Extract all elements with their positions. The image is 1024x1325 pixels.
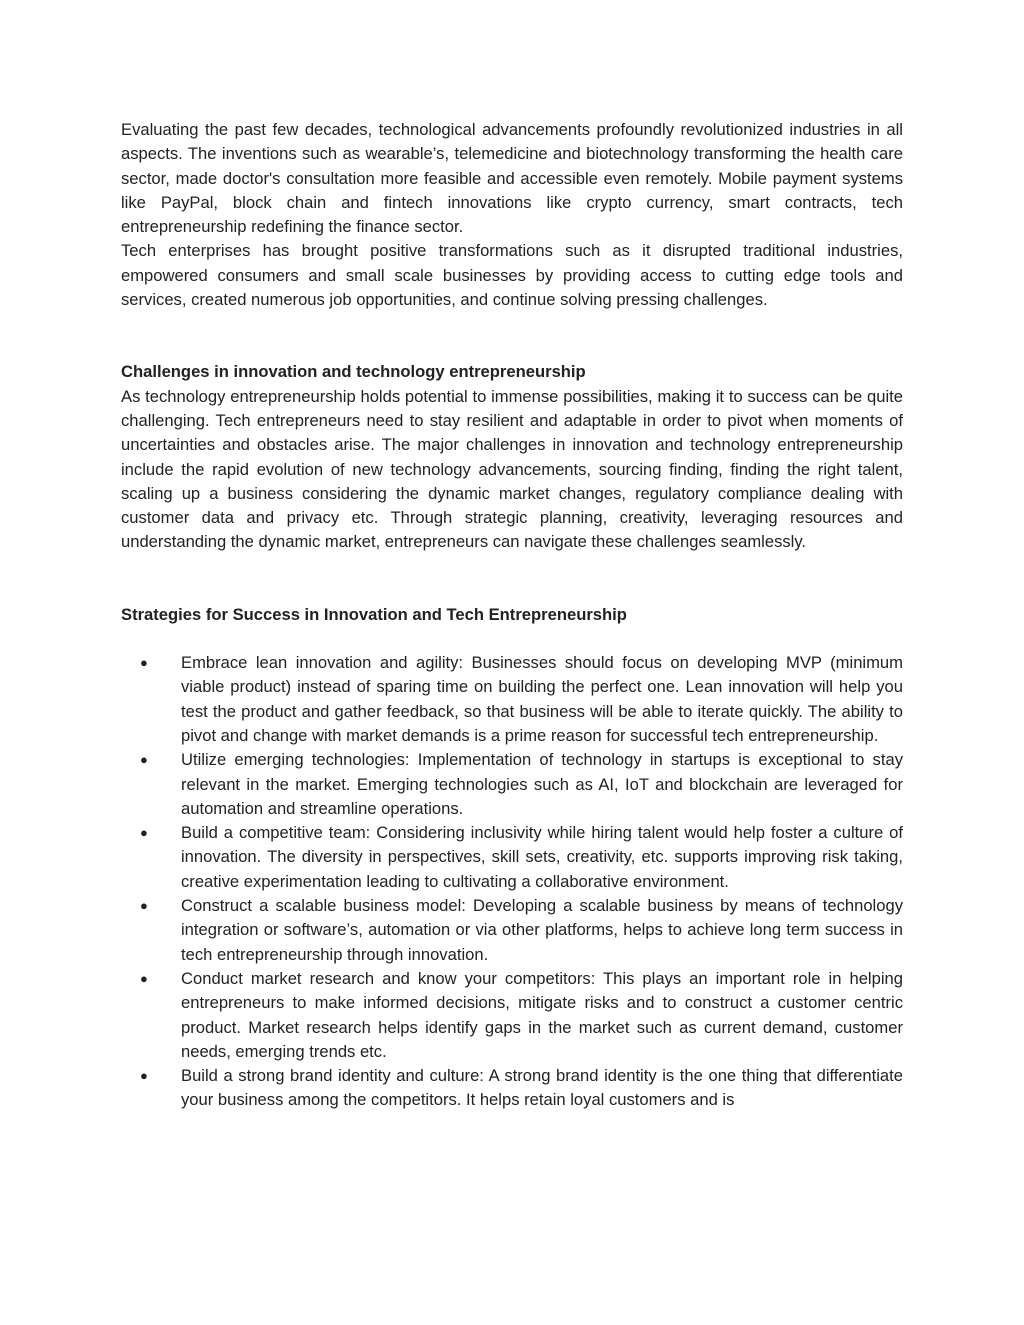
bullet-icon: ● — [140, 655, 148, 671]
document-page — [121, 118, 903, 1113]
list-item-text: Build a competitive team: Considering inclusivity while hiring talent would help foster a culture of innovation. The diversity in perspectives, skill sets, creativity, etc. supports improving risk taking, creative experimentation leading to cultivating a collaborative environment. — [181, 823, 903, 891]
list-item-text: Conduct market research and know your competitors: This plays an important role in helping entrepreneurs to make informed decisions, mitigate risks and to construct a customer centric product. Market research helps identify gaps in the market such as current demand, customer needs, emerging trends etc. — [181, 968, 903, 1061]
bullet-icon: ● — [140, 1068, 148, 1084]
bullet-icon: ● — [140, 898, 148, 914]
bullet-icon: ● — [140, 970, 148, 986]
list-item-text: Construct a scalable business model: Developing a scalable business by means of technology integration or software’s, automation or via other platforms, helps to achieve long term success in tech entrepreneurship through innovation. — [181, 896, 903, 964]
strategies-heading: Strategies for Success in Innovation and Tech Entrepreneurship — [121, 604, 627, 624]
intro-paragraph-1: Evaluating the past few decades, technological advancements profoundly revolutionized industries in all aspects. The inventions such as wearable’s, telemedicine and biotechnology transforming the health care sector, made doctor's consultation more feasible and accessible even remotely. Mobile payment systems like PayPal, block chain and fintech innovations like crypto currency, smart contracts, tech entrepreneurship redefining the finance sector. — [121, 120, 903, 237]
list-item — [121, 967, 903, 1064]
list-item-text: Build a strong brand identity and culture: A strong brand identity is the one thing that differentiate your business among the competitors. It helps retain loyal customers and is — [181, 1066, 903, 1110]
challenges-paragraph: As technology entrepreneurship holds potential to immense possibilities, making it to success can be quite challenging. Tech entrepreneurs need to stay resilient and adaptable in order to pivot when moments of uncertainties and obstacles arise. The major challenges in innovation and technology entrepreneurship include the rapid evolution of new technology advancements, sourcing finding, finding the right talent, scaling up a business considering the dynamic market changes, regulatory compliance dealing with customer data and privacy etc. Through strategic planning, creativity, leveraging resources and understanding the dynamic market, entrepreneurs can navigate these challenges seamlessly. — [121, 386, 903, 552]
list-item — [121, 821, 903, 894]
intro-paragraph-2: Tech enterprises has brought positive transformations such as it disrupted traditional industries, empowered consumers and small scale businesses by providing access to cutting edge tools and services, created numerous job opportunities, and continue solving pressing challenges. — [121, 241, 903, 310]
bullet-icon: ● — [140, 825, 148, 841]
bullet-icon: ● — [140, 752, 148, 768]
strategies-list — [121, 651, 903, 1113]
list-item-text: Embrace lean innovation and agility: Businesses should focus on developing MVP (minimum viable product) instead of sparing time on building the perfect one. Lean innovation will help you test the product and gather feedback, so that business will be able to iterate quickly. The ability to pivot and change with market demands is a prime reason for successful tech entrepreneurship. — [181, 653, 903, 745]
list-item-text: Utilize emerging technologies: Implementation of technology in startups is exceptional to stay relevant in the market. Emerging technologies such as AI, IoT and blockchain are leveraged for automation and streamline operations. — [181, 750, 903, 818]
spacer — [121, 312, 903, 360]
list-item — [121, 748, 903, 821]
spacer — [121, 555, 903, 603]
list-item — [121, 1064, 903, 1113]
challenges-heading: Challenges in innovation and technology entrepreneurship — [121, 362, 586, 382]
spacer — [121, 627, 903, 651]
list-item — [121, 651, 903, 748]
list-item — [121, 894, 903, 967]
